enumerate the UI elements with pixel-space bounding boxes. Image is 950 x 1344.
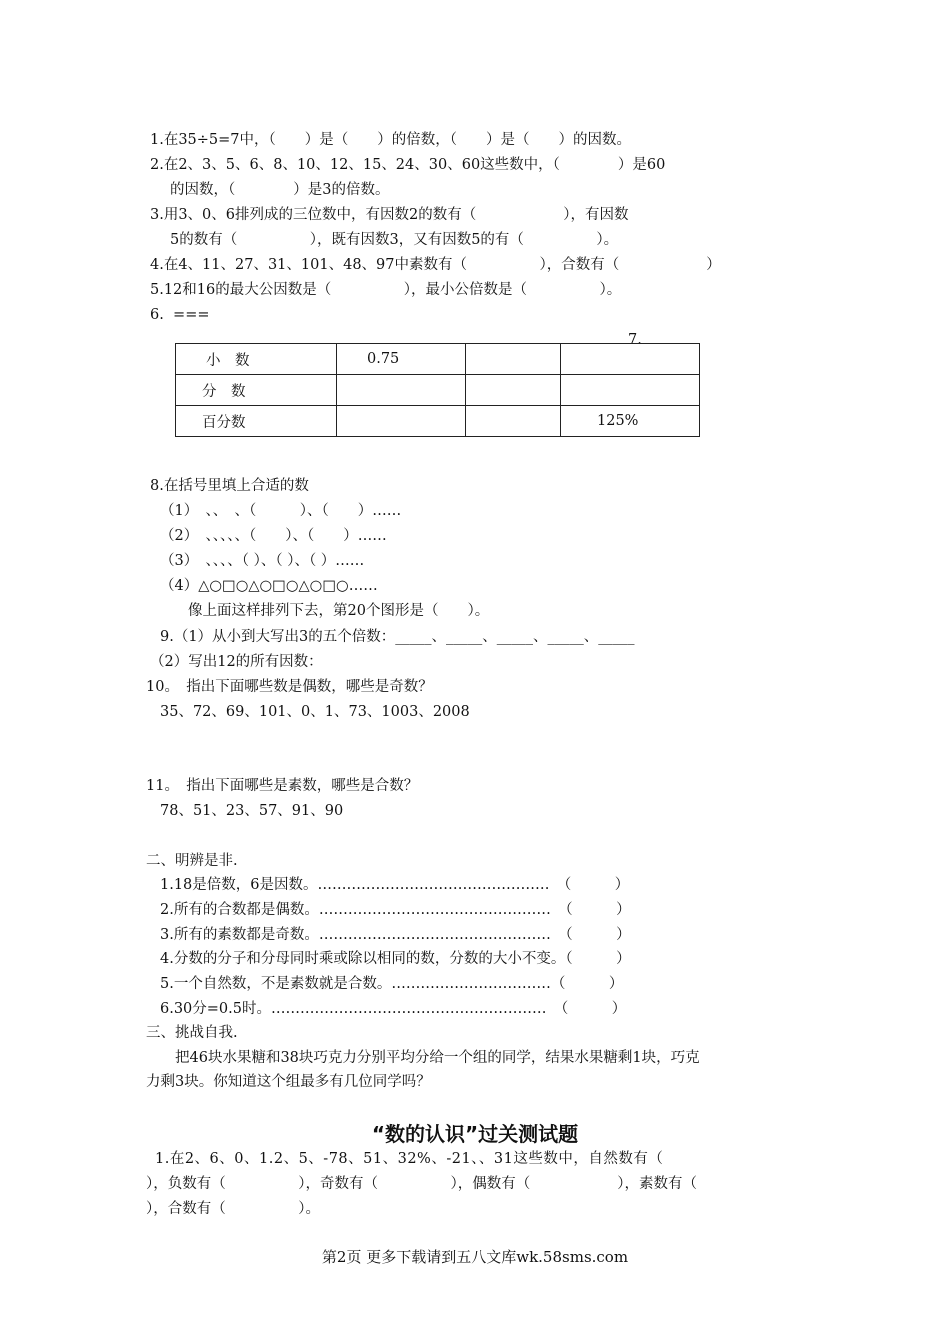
judge-item-6: 6.30分=0.5时。………………………………………………… （ ）	[160, 1001, 627, 1017]
question-3-line-1: 3.用3、0、6排列成的三位数中，有因数2的数有（ ），有因数	[150, 207, 629, 223]
judge-item-2: 2.所有的合数都是偶数。………………………………………… （ ）	[160, 902, 631, 918]
question-4: 4.在4、11、27、31、101、48、97中素数有（ ），合数有（ ）	[150, 257, 721, 273]
table-cell	[466, 344, 561, 375]
table-cell: 分 数	[176, 375, 337, 406]
question-11-numbers: 78、51、23、57、91、90	[160, 803, 344, 819]
table-row	[176, 375, 700, 406]
table-row	[176, 344, 700, 375]
section-3-header: 三、挑战自我.	[146, 1025, 238, 1041]
question-6: 6. ===	[150, 307, 210, 323]
question-11-line-1: 11。 指出下面哪些是素数，哪些是合数？	[146, 778, 419, 794]
table-cell	[337, 375, 466, 406]
section-2-header: 二、明辨是非.	[146, 853, 238, 869]
judge-item-3: 3.所有的素数都是奇数。………………………………………… （ ）	[160, 927, 631, 943]
table-cell	[466, 406, 561, 437]
question-7: 7.	[628, 332, 642, 348]
test-title: “数的认识”过关测试题	[371, 1122, 579, 1146]
test-question-1-line-1: 1.在2、6、0、1.2、5、-78、51、32%、-21、、31这些数中，自然数有（	[155, 1151, 664, 1167]
challenge-line-1: 把46块水果糖和38块巧克力分别平均分给一个组的同学，结果水果糖剩1块，巧克	[175, 1050, 700, 1066]
question-8-sub-4: （4）△○□○△○□○△○□○……	[160, 578, 378, 594]
table-cell: 百分数	[176, 406, 337, 437]
table-row	[176, 406, 700, 437]
judge-item-5: 5.一个自然数，不是素数就是合数。……………………………（ ）	[160, 976, 624, 992]
question-8-sub-4-prompt: 像上面这样排列下去，第20个图形是（ ）。	[188, 603, 490, 619]
question-8-header: 8.在括号里填上合适的数	[150, 478, 309, 494]
table-cell: 小 数	[176, 344, 337, 375]
question-8-sub-3: （3） 、、、、（ ）、（ ）、（ ）……	[160, 553, 365, 569]
table-cell: 125%	[561, 406, 700, 437]
table-cell	[466, 375, 561, 406]
question-2-line-1: 2.在2、3、5、6、8、10、12、15、24、30、60这些数中，（ ）是60	[150, 157, 666, 173]
question-10-numbers: 35、72、69、101、0、1、73、1003、2008	[160, 704, 470, 720]
question-5: 5.12和16的最大公因数是（ ），最小公倍数是（ ）。	[150, 282, 622, 298]
question-8-sub-1: （1） 、、 、（ ）、（ ）……	[160, 503, 402, 519]
question-9-line-1: 9.（1）从小到大写出3的五个倍数：_____、_____、_____、_____、_____	[160, 629, 635, 645]
question-8-sub-2: （2） 、、、、、（ ）、（ ）……	[160, 528, 387, 544]
table-cell	[561, 375, 700, 406]
test-question-1-line-2: ），负数有（ ），奇数有（ ），偶数有（ ），素数有（	[146, 1176, 697, 1192]
question-10-line-1: 10。 指出下面哪些数是偶数，哪些是奇数？	[146, 679, 433, 695]
page-footer: 第2页 更多下载请到五八文库wk.58sms.com	[321, 1248, 629, 1266]
table-cell	[337, 406, 466, 437]
judge-item-1: 1.18是倍数，6是因数。………………………………………… （ ）	[160, 877, 630, 893]
conversion-table	[175, 343, 700, 437]
challenge-line-2: 力剩3块。你知道这个组最多有几位同学吗？	[146, 1074, 431, 1090]
table-cell: 0.75	[337, 344, 466, 375]
table-cell	[561, 344, 700, 375]
judge-item-4: 4.分数的分子和分母同时乘或除以相同的数，分数的大小不变。（ ）	[160, 951, 631, 967]
question-2-line-2: 的因数，（ ）是3的倍数。	[170, 182, 390, 198]
question-1: 1.在35÷5=7中，（ ）是（ ）的倍数，（ ）是（ ）的因数。	[150, 132, 632, 148]
question-3-line-2: 5的数有（ ），既有因数3，又有因数5的有（ ）。	[170, 232, 619, 248]
question-9-line-2: （2）写出12的所有因数：	[150, 654, 323, 670]
test-question-1-line-3: ），合数有（ ）。	[146, 1201, 320, 1217]
